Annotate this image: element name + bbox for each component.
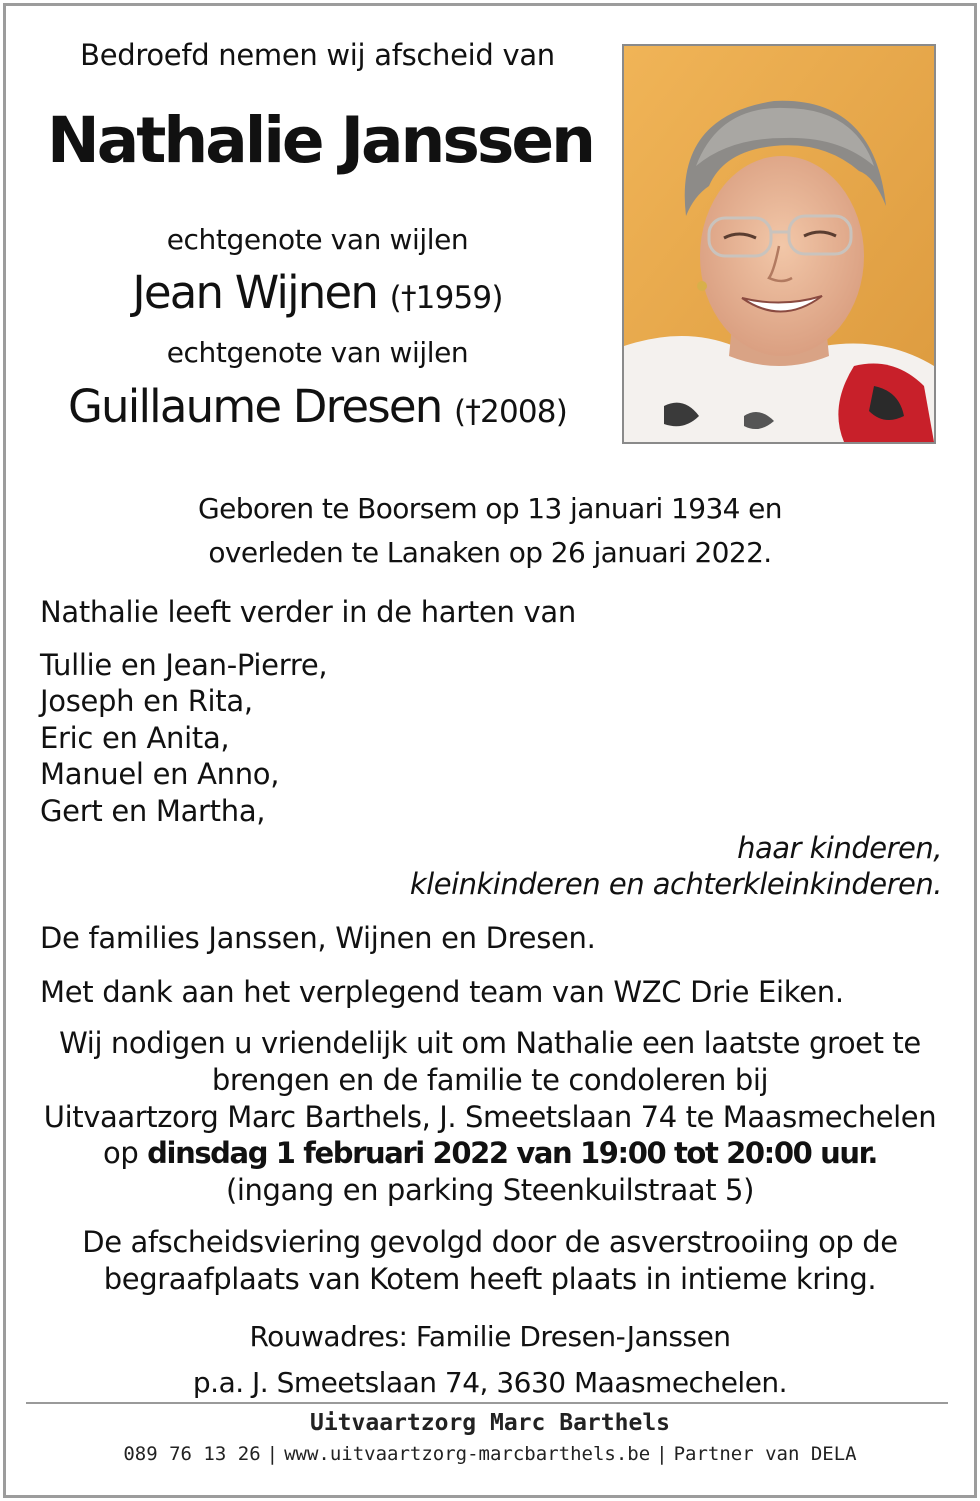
portrait-photo bbox=[622, 44, 936, 444]
address-line-1: Rouwadres: Familie Dresen-Janssen bbox=[249, 1320, 731, 1353]
spouse-1-name: Jean Wijnen bbox=[132, 266, 378, 319]
spouse-1-label: echtgenote van wijlen bbox=[166, 223, 469, 256]
child-couple-3: Eric en Anita, bbox=[40, 721, 230, 755]
lives-on-text: Nathalie leeft verder in de harten van bbox=[40, 595, 576, 629]
invitation-line-5: (ingang en parking Steenkuilstraat 5) bbox=[225, 1173, 755, 1207]
footer-divider bbox=[26, 1402, 948, 1404]
footer-partner: Partner van DELA bbox=[673, 1443, 857, 1465]
invitation-date-time: dinsdag 1 februari 2022 van 19:00 tot 20:00 uur. bbox=[147, 1136, 877, 1170]
invitation-line-4 bbox=[30, 1136, 950, 1170]
spouse-2-name: Guillaume Dresen bbox=[67, 380, 442, 433]
child-couple-5: Gert en Martha, bbox=[40, 794, 266, 828]
deceased-name: Nathalie Janssen bbox=[47, 104, 593, 177]
birth-line-2: overleden te Lanaken op 26 januari 2022. bbox=[208, 536, 772, 569]
footer-separator-2: | bbox=[656, 1443, 668, 1465]
portrait-illustration bbox=[624, 46, 934, 442]
relation-children: haar kinderen, bbox=[737, 831, 942, 865]
child-couple-1: Tullie en Jean-Pierre, bbox=[40, 648, 328, 682]
spouse-2-year: (†2008) bbox=[454, 394, 568, 430]
spouse-1-year: (†1959) bbox=[389, 280, 503, 316]
farewell-line-1: De afscheidsviering gevolgd door de asverstrooiing op de bbox=[82, 1225, 898, 1259]
invitation-date-prefix: op bbox=[103, 1136, 148, 1170]
thanks-text: Met dank aan het verplegend team van WZC Drie Eiken. bbox=[40, 975, 844, 1009]
invitation-line-3: Uitvaartzorg Marc Barthels, J. Smeetslaan 74 te Maasmechelen bbox=[43, 1100, 937, 1134]
invitation-line-2: brengen en de familie te condoleren bij bbox=[211, 1063, 769, 1097]
invitation-line-1: Wij nodigen u vriendelijk uit om Nathalie een laatste groet te bbox=[59, 1026, 921, 1060]
child-couple-2: Joseph en Rita, bbox=[40, 684, 253, 718]
footer-contact-line bbox=[30, 1443, 950, 1465]
footer-website[interactable]: www.uitvaartzorg-marcbarthels.be bbox=[284, 1443, 651, 1465]
birth-line-1: Geboren te Boorsem op 13 januari 1934 en bbox=[198, 492, 782, 525]
footer-separator-1: | bbox=[266, 1443, 279, 1465]
spouse-2-name-line bbox=[40, 380, 595, 433]
footer-phone: 089 76 13 26 bbox=[123, 1443, 261, 1465]
spouse-2-label: echtgenote van wijlen bbox=[166, 336, 469, 369]
families-text: De families Janssen, Wijnen en Dresen. bbox=[40, 921, 596, 955]
address-line-2: p.a. J. Smeetslaan 74, 3630 Maasmechelen. bbox=[192, 1366, 788, 1399]
child-couple-4: Manuel en Anno, bbox=[40, 757, 280, 791]
relation-grandchildren: kleinkinderen en achterkleinkinderen. bbox=[409, 867, 942, 901]
spouse-1-name-line bbox=[40, 266, 595, 319]
intro-text: Bedroefd nemen wij afscheid van bbox=[80, 38, 555, 72]
farewell-line-2: begraafplaats van Kotem heeft plaats in intieme kring. bbox=[103, 1262, 877, 1296]
footer-company: Uitvaartzorg Marc Barthels bbox=[309, 1410, 671, 1436]
